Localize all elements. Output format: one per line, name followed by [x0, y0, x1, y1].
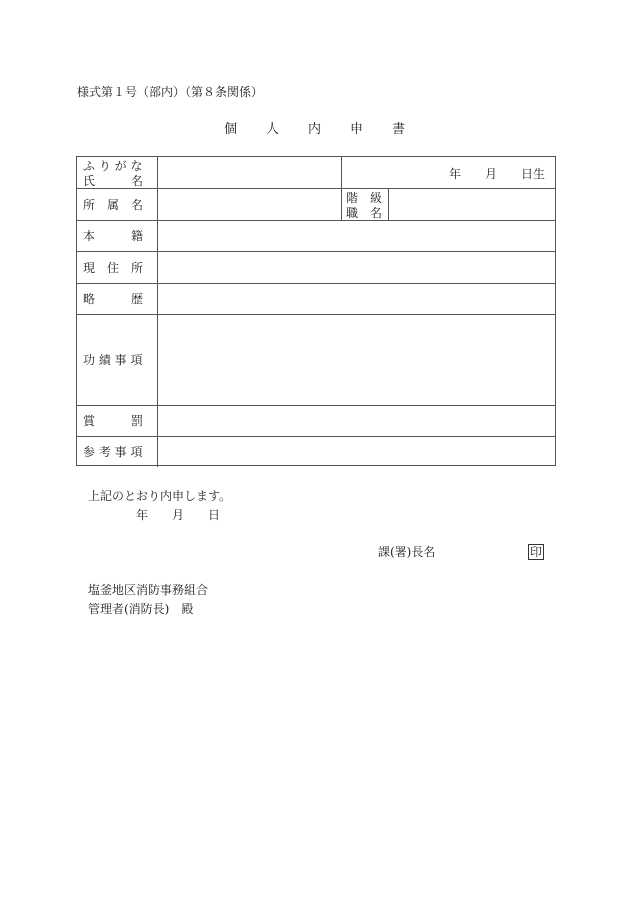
furigana-label: ふ り が な	[83, 159, 143, 173]
chief-name-label: 課(署)長名	[378, 545, 436, 559]
birthdate-column-divider	[341, 157, 342, 220]
row-divider	[77, 251, 555, 252]
addressee: 管理者(消防長) 殿	[88, 602, 194, 616]
row-divider	[77, 188, 555, 189]
registered-domicile-label: 本 籍	[83, 229, 144, 243]
row-divider	[77, 220, 555, 221]
rank-column-divider	[388, 188, 389, 220]
name-label: 氏 名	[83, 174, 144, 188]
page-title: 個 人 内 申 書	[223, 122, 406, 137]
job-title-label: 職 名	[346, 206, 383, 220]
birthdate-label: 年 月 日生	[449, 167, 546, 181]
label-column-divider	[157, 157, 158, 467]
seal-box: 印	[529, 545, 542, 559]
career-history-label: 略 歴	[83, 292, 144, 306]
row-divider	[77, 314, 555, 315]
form-number: 様式第１号（部内）（第８条関係）	[77, 85, 264, 99]
row-divider	[77, 283, 555, 284]
current-address-label: 現 住 所	[83, 261, 144, 275]
statement-text: 上記のとおり内申します。	[88, 489, 232, 503]
achievements-label: 功 績 事 項	[83, 353, 143, 367]
affiliation-label: 所 属 名	[83, 198, 144, 212]
date-line: 年 月 日	[136, 508, 221, 522]
rewards-punishments-label: 賞 罰	[83, 414, 144, 428]
organization-name: 塩釜地区消防事務組合	[88, 583, 209, 597]
rank-label: 階 級	[346, 191, 383, 205]
application-form-table	[76, 156, 556, 466]
row-divider	[77, 405, 555, 406]
reference-notes-label: 参 考 事 項	[83, 445, 143, 459]
row-divider	[77, 436, 555, 437]
